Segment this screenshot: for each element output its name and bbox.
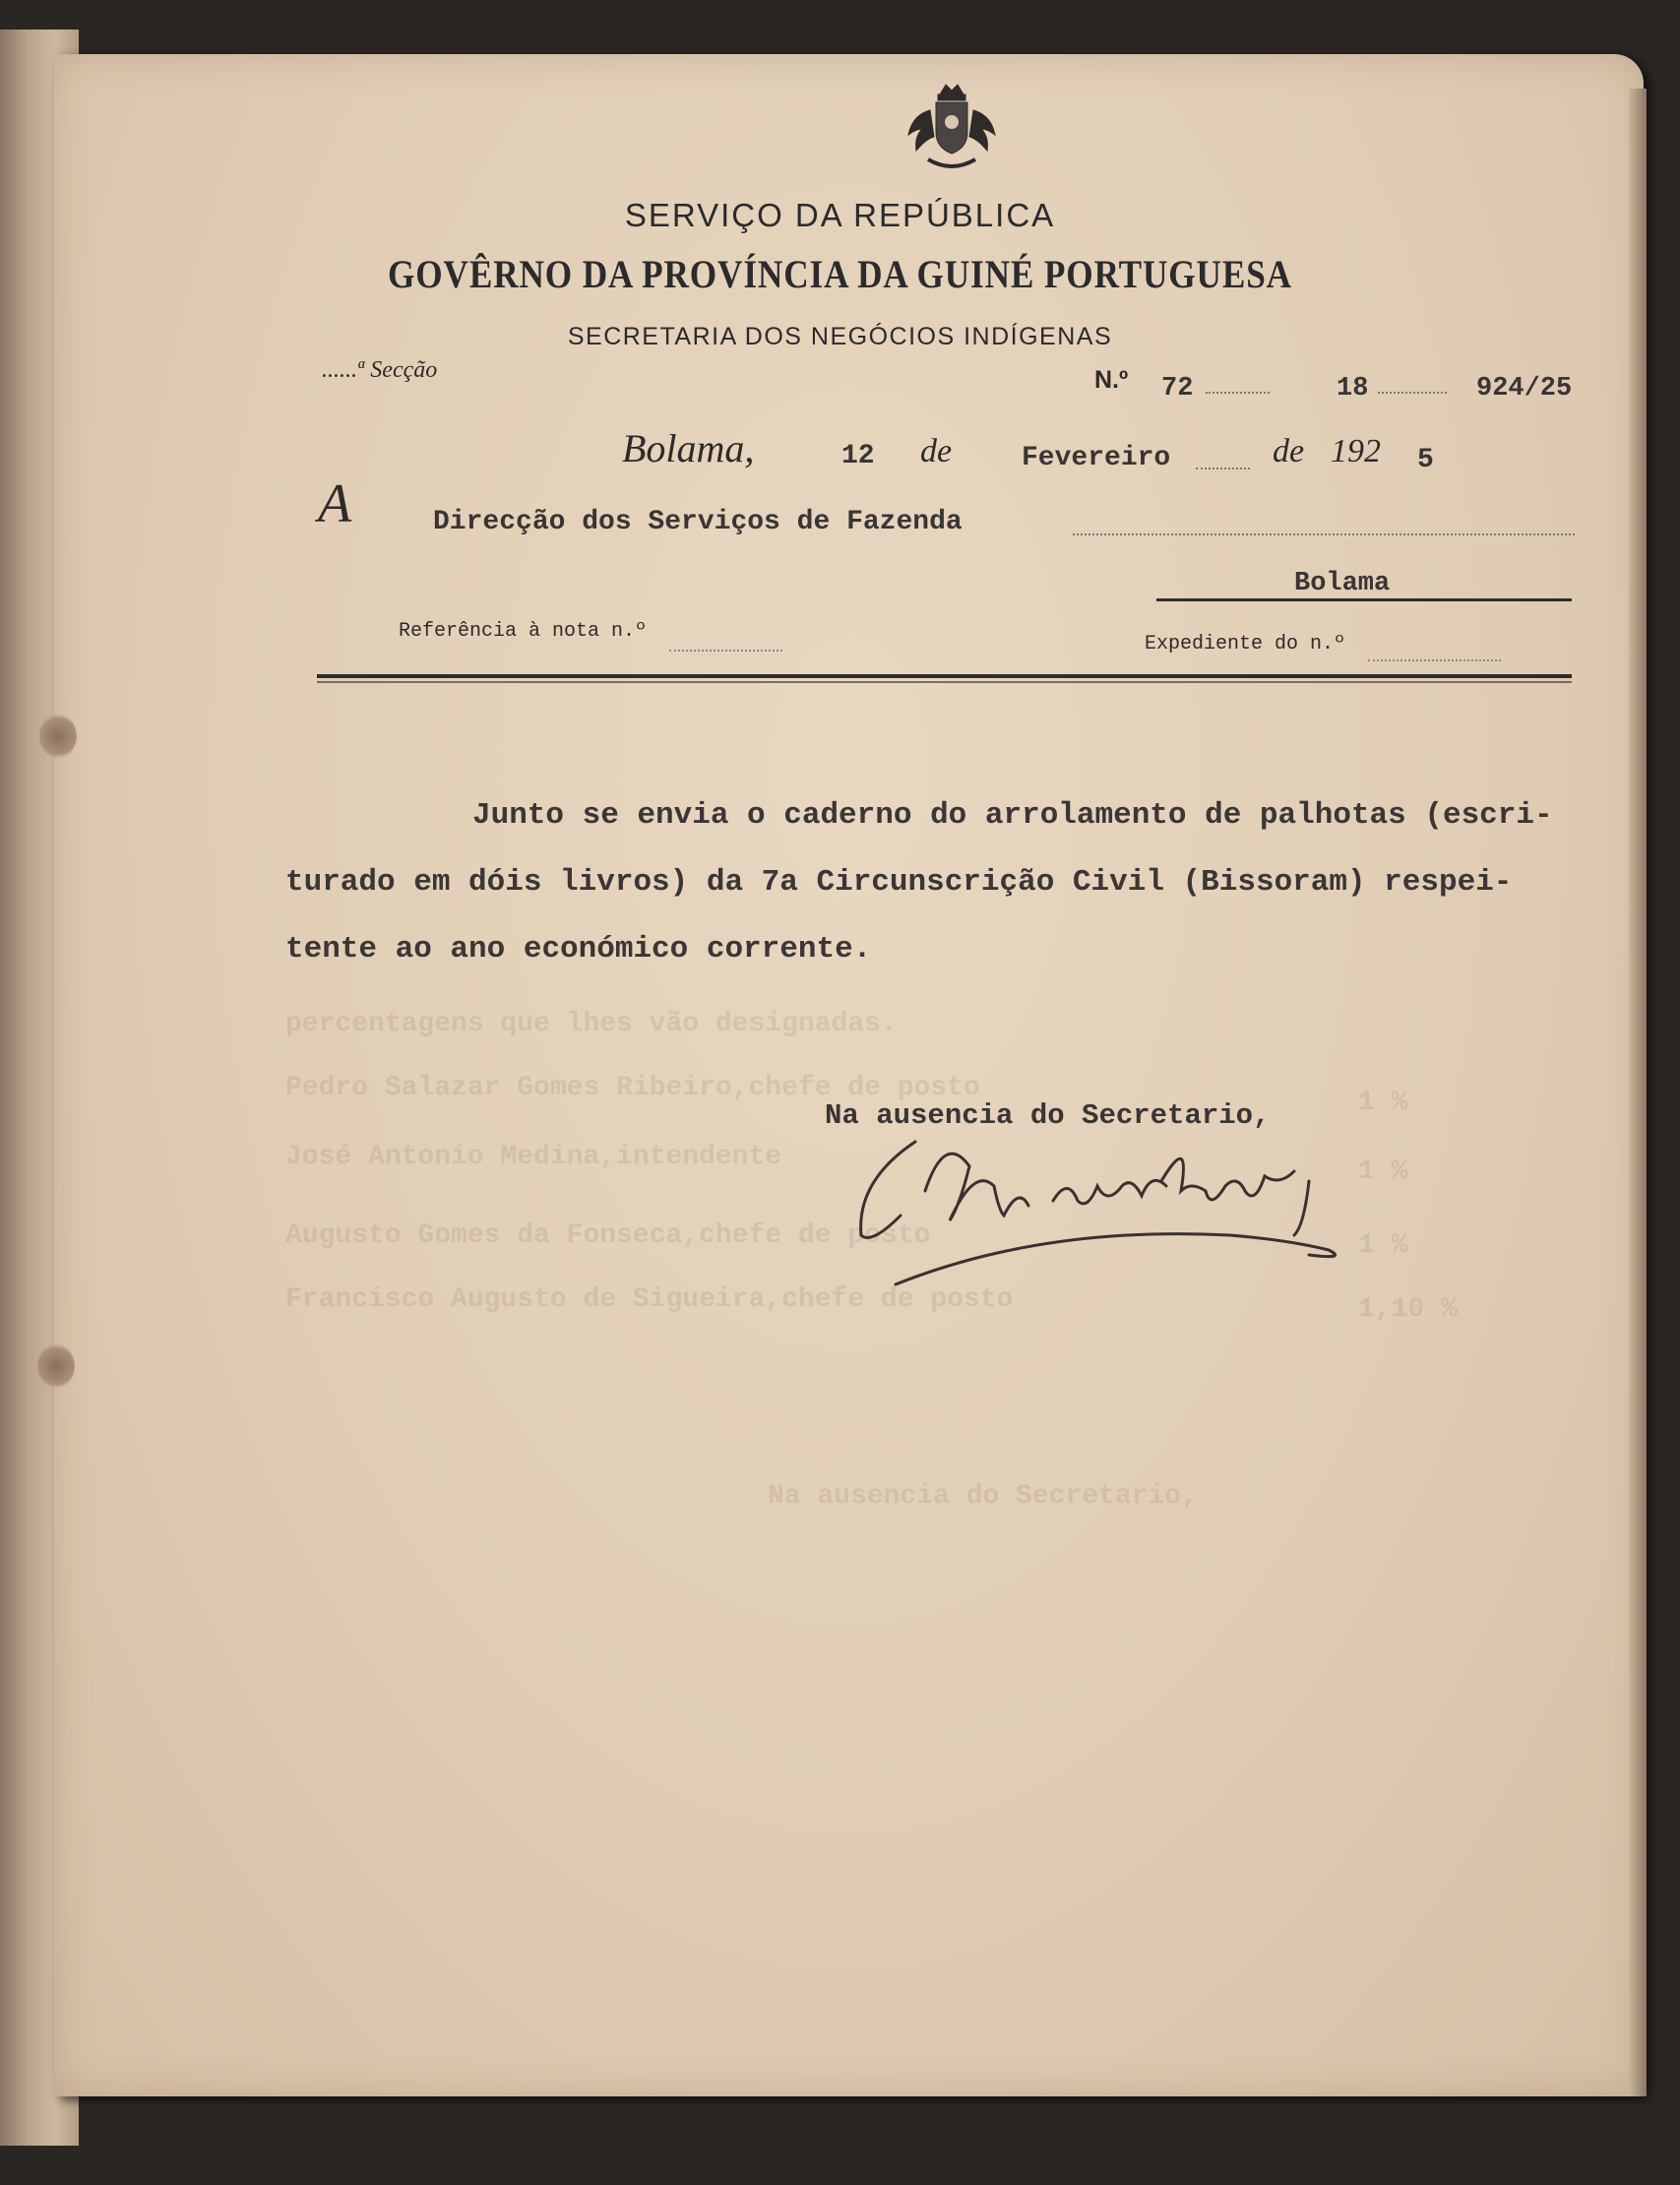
binding-hole-top xyxy=(39,714,77,759)
date-dots xyxy=(1196,468,1250,469)
section-field xyxy=(322,356,437,384)
date-de-1: de xyxy=(920,433,953,469)
number-value-2: 18 xyxy=(1337,374,1369,404)
header-secretariat: SECRETARIA DOS NEGÓCIOS INDÍGENAS xyxy=(567,323,1113,350)
addressee-city: Bolama xyxy=(1294,569,1391,598)
header-divider-thin xyxy=(317,681,1572,683)
referencia-label: Referência à nota n.º xyxy=(399,620,648,643)
section-prefix: ......ª xyxy=(322,357,364,383)
body-line-2: turado em dóis livros) da 7a Circunscrição Civil (Bissoram) respei- xyxy=(285,865,1513,900)
ghost-line: Francisco Augusto de Sigueira,chefe de posto xyxy=(285,1284,1014,1315)
body-line-3: tente ao ano económico corrente. xyxy=(285,932,872,967)
coat-of-arms-icon xyxy=(901,81,1004,174)
ghost-line: Pedro Salazar Gomes Ribeiro,chefe de posto xyxy=(285,1073,980,1103)
expediente-dots xyxy=(1368,659,1501,661)
page-right-edge xyxy=(1629,89,1647,2096)
ghost-line: José Antonio Medina,intendente xyxy=(285,1142,782,1172)
binding-hole-bottom xyxy=(37,1343,75,1389)
ghost-value: 1 % xyxy=(1358,1230,1408,1261)
expediente-label: Expediente do n.º xyxy=(1145,633,1346,656)
number-dots-2 xyxy=(1378,392,1447,394)
ghost-line: Augusto Gomes da Fonseca,chefe de posto xyxy=(285,1220,931,1251)
date-year-prefix: 192 xyxy=(1331,433,1381,469)
date-month: Fevereiro xyxy=(1022,443,1171,473)
addressee-underline xyxy=(1156,598,1572,601)
date-day: 12 xyxy=(841,441,875,471)
header-government: GOVÊRNO DA PROVÍNCIA DA GUINÉ PORTUGUESA xyxy=(388,252,1292,296)
header-divider xyxy=(317,674,1572,678)
body-line-1: Junto se envia o caderno do arrolamento de palhotas (escri- xyxy=(472,798,1553,833)
number-value-1: 72 xyxy=(1161,374,1194,404)
section-label: Secção xyxy=(370,357,438,383)
ghost-closing: Na ausencia do Secretario, xyxy=(768,1481,1198,1512)
letter-body xyxy=(285,782,1624,983)
addressee-prefix: A xyxy=(318,473,352,534)
signature-drawing xyxy=(837,1122,1388,1299)
date-de-2: de xyxy=(1273,433,1305,469)
header-service: SERVIÇO DA REPÚBLICA xyxy=(624,197,1056,233)
addressee-dots xyxy=(1073,533,1575,535)
referencia-dots xyxy=(669,650,782,652)
ghost-line: percentagens que lhes vão designadas. xyxy=(285,1009,898,1039)
addressee-name: Direcção dos Serviços de Fazenda xyxy=(433,507,963,537)
ghost-value: 1 % xyxy=(1358,1156,1408,1187)
date-place: Bolama, xyxy=(622,426,755,470)
number-label: N.º xyxy=(1094,366,1129,394)
closing-text: Na ausencia do Secretario, xyxy=(825,1099,1271,1132)
number-dots-1 xyxy=(1206,392,1270,394)
ghost-value: 1 % xyxy=(1358,1088,1408,1118)
date-year-digit: 5 xyxy=(1417,445,1434,475)
number-value-3: 924/25 xyxy=(1476,374,1573,404)
ghost-value: 1,10 % xyxy=(1358,1294,1458,1325)
